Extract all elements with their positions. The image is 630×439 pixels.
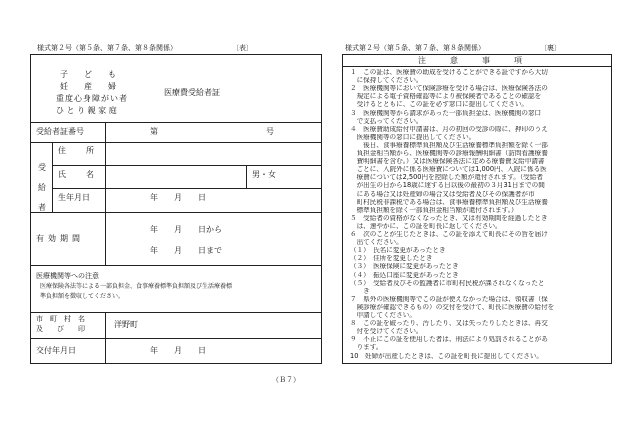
cert-number-label: 受給者証番号: [36, 127, 84, 136]
note-line: １ この証は、医療費の助成を受けることができる証ですから大切: [350, 69, 548, 76]
category-children: 子 ど も: [60, 70, 116, 79]
note-line: き: [350, 287, 370, 295]
note-line: ごとに、入院外に係る医療費については1,000円、入院に係る医: [350, 166, 547, 173]
validity-label: 有効期間: [36, 234, 84, 243]
category-pregnant: 妊 産 婦: [60, 82, 116, 91]
note-line: 医療機関等の窓口に提出してください。: [350, 133, 476, 141]
municipality-value: 洋野町: [114, 320, 138, 329]
note-line: で支払ってください。: [350, 117, 423, 125]
note-line: （１） 氏名に変更があったとき: [350, 247, 446, 254]
note-line: ４ 医療費助成給付申請書は、月の初回の受診の際に、押印のうえ: [350, 125, 548, 133]
notice-title: 医療機関等への注意: [36, 272, 99, 280]
note-line: （５） 受給者及びその監護者に市町村民税が課されなくなったと: [350, 279, 545, 287]
birth-date-label: 生年月日: [58, 193, 90, 202]
validity-from: 年 月 日から: [150, 225, 222, 234]
note-line: ６ 次のことが生じたときは、この証を添えて町長にその旨を届け: [350, 231, 548, 238]
note-line: が出生の日から18歳に達する日以後の最初の３月31日までの間: [350, 182, 545, 189]
note-line: 申請してください。: [350, 312, 416, 319]
note-line: ７ 県外の医療機関等でこの証が使えなかった場合は、領収書（保: [350, 295, 548, 303]
note-line: 療費については2,500円を控除した額が還付されます。（受給者: [350, 174, 543, 181]
note-line: にある場合又は妊産婦の場合又は受給者及びその保護者が市: [350, 190, 535, 198]
birth-date-value: 年 月 日: [150, 193, 206, 202]
name-label: 氏 名: [58, 170, 100, 179]
notice-line-1: 医療保険各法等による一部負担金、食事療養標準負担額及び生活療養標: [40, 283, 233, 290]
note-line: 受けるとともに、この証を必ず窓口に提出してください。: [350, 101, 529, 108]
note-line: 費明細書を含む。）又は医療保険各法に定める療養費支給申請書: [350, 158, 545, 165]
note-line: 険診療が確認できるもの）の交付を受けて、町長に医療費の給付を: [350, 303, 555, 311]
issue-date-label: 交付年月日: [36, 346, 76, 355]
form-code: （Ｂ７）: [272, 376, 300, 384]
cert-number-dai: 第: [150, 127, 158, 136]
municipality-label-2: 及 び 印: [36, 325, 85, 333]
note-line: 10 妊婦が出産したときは、この証を町長に提出してください。: [350, 352, 544, 360]
category-single-parent: ひ と り 親 家 庭: [56, 106, 117, 115]
note-line: 付を受けてください。: [350, 328, 423, 335]
notes-header: 注 意 事 項: [418, 56, 522, 65]
validity-to: 年 月 日まで: [150, 246, 222, 255]
note-line: 負担金相当額から、医療機関等の診療報酬明細書（訪問看護療養: [350, 150, 548, 157]
note-line: ９ 不正にこの証を使用した者は、刑法により処罰されることがあ: [350, 336, 548, 343]
note-line: 後日、食事療養標準負担額及び生活療養標準負担額を除く一部: [350, 141, 548, 149]
note-line: （３） 医療保険に変更があったとき: [350, 263, 459, 270]
gender-options: 男・女: [252, 170, 276, 179]
notice-line-2: 準負担額を徴収してください。: [40, 293, 125, 300]
note-line: に保持してください。: [350, 77, 423, 84]
note-line: は、速やかに、この証を町長に返してください。: [350, 222, 502, 230]
side-label-front: 〔表〕: [232, 44, 253, 52]
form-number-back: 様式第２号（第５条、第７条、第８条関係）: [345, 44, 485, 52]
note-line: （４） 振込口座に変更があったとき: [350, 271, 459, 279]
form-number-front: 様式第２号（第５条、第７条、第８条関係）: [37, 44, 177, 52]
issue-date-value: 年 月 日: [150, 346, 206, 355]
note-line: 規定による電子資格確認等により被保険者であることの確認を: [350, 93, 542, 100]
address-label: 住 所: [58, 146, 100, 155]
note-line: 町村民税非課税である場合は、食事療養標準負担額及び生活療養: [350, 198, 548, 206]
certificate-title: 医療費受給者証: [164, 88, 220, 97]
note-line: ５ 受給者の資格がなくなったとき、又は有効期間を経過したとき: [350, 214, 548, 222]
note-line: ８ この証を破ったり、汚したり、又は失ったりしたときは、再交: [350, 320, 548, 327]
recipient-label: 受給者: [38, 163, 46, 212]
municipality-label-1: 市 町 村 名: [36, 315, 85, 323]
note-line: ります。: [350, 344, 383, 351]
note-line: 標準負担額を除く一部負担金相当額が還付されます。）: [350, 206, 518, 214]
note-line: 出てください。: [350, 239, 403, 246]
category-disabled: 重度心身障がい者: [56, 94, 128, 103]
note-line: ２ 医療機関等において保険診療を受ける場合は、医療保険各法の: [350, 85, 548, 92]
cert-number-go: 号: [266, 127, 274, 136]
side-label-back: 〔裏〕: [540, 44, 561, 52]
note-line: （２） 住所を変更したとき: [350, 255, 433, 262]
note-line: ３ 医療機関等から請求があった一部負担金は、医療機関の窓口: [350, 109, 542, 117]
